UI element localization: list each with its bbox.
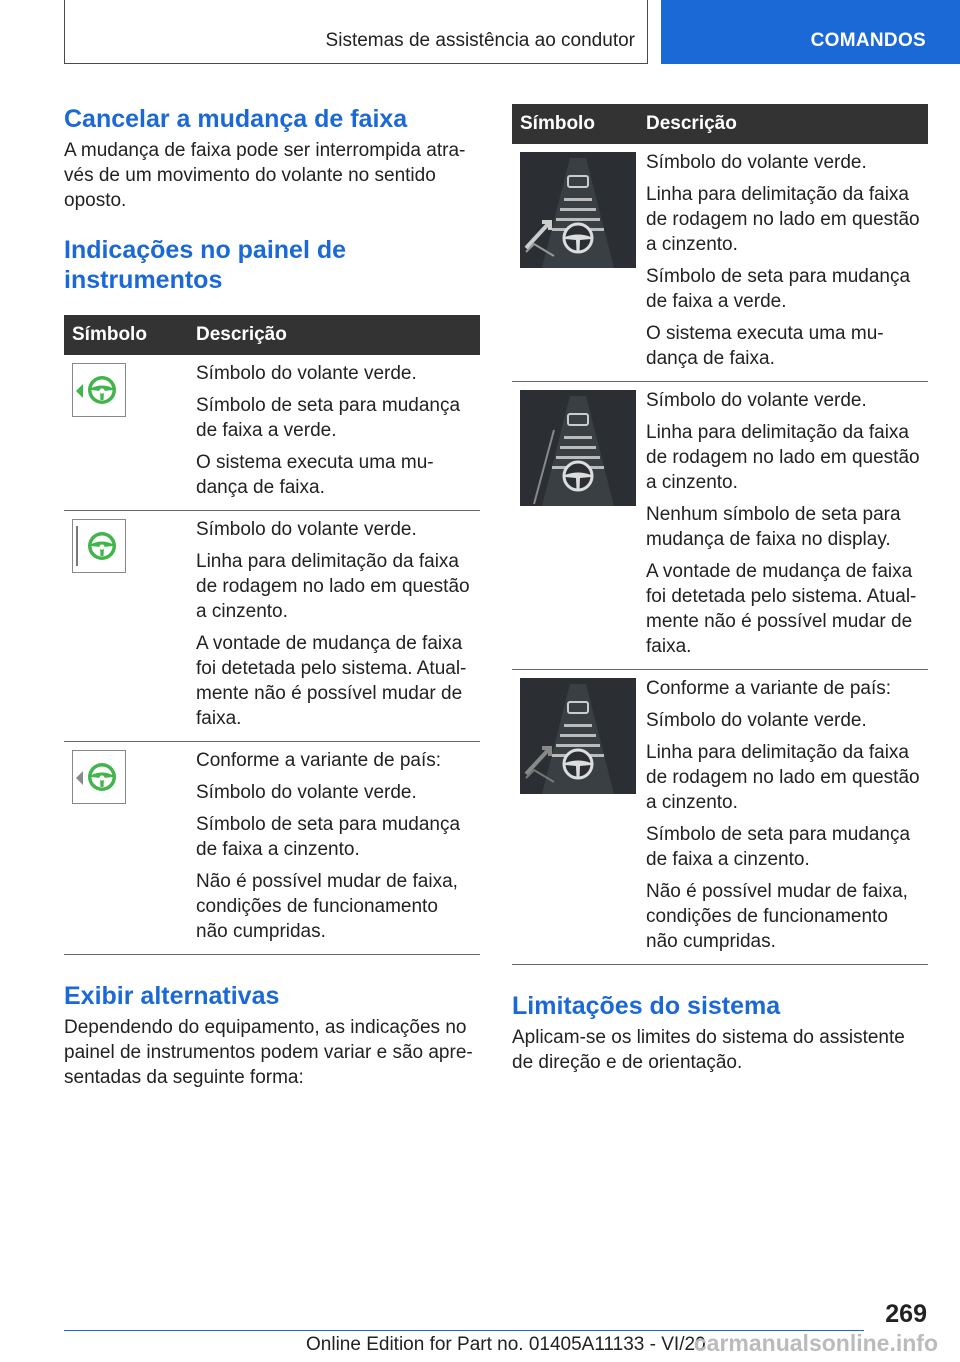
paragraph-cancel-lane-change: A mudança de faixa pode ser interrompida atra-vés de um movimento do volante no sentido oposto. (64, 140, 466, 211)
lane-change-display-arrow-icon (520, 152, 636, 268)
heading-instrument-indications: Indicações no painel de instrumentos (64, 236, 347, 294)
steering-wheel-lane-line-icon (72, 519, 126, 573)
desc-line: O sistema executa uma mu-dança de faixa. (196, 452, 434, 498)
desc-line: A vontade de mudança de faixa foi detetada pelo sistema. Atual-mente não é possível mudar de faixa. (646, 561, 917, 657)
desc-line: Símbolo de seta para mudança de faixa a cinzento. (196, 814, 461, 860)
column-header-symbol: Símbolo (512, 104, 636, 144)
desc-line: Símbolo de seta para mudança de faixa a verde. (196, 395, 461, 441)
column-header-symbol: Símbolo (64, 315, 186, 355)
table-row (512, 144, 928, 382)
lane-change-display-grey-arrow-icon (520, 678, 636, 794)
desc-line: Não é possível mudar de faixa, condições de funcionamento não cumpridas. (646, 881, 908, 952)
chapter-tab[interactable] (661, 0, 960, 64)
desc-line: Símbolo do volante verde. (646, 710, 867, 731)
paragraph-system-limits: Aplicam-se os limites do sistema do assistente de direção e de orientação. (512, 1027, 905, 1073)
heading-system-limits: Limitações do sistema (512, 992, 781, 1020)
desc-line: Símbolo de seta para mudança de faixa a cinzento. (646, 824, 911, 870)
chapter-tab-label: COMANDOS (810, 30, 926, 51)
steering-wheel-grey-arrow-icon (72, 750, 126, 804)
desc-line: O sistema executa uma mu-dança de faixa. (646, 323, 884, 369)
header-section-box (64, 0, 648, 64)
column-header-description: Descrição (636, 104, 928, 144)
desc-line: Símbolo do volante verde. (646, 390, 867, 411)
table-row (64, 511, 480, 742)
desc-line: Símbolo de seta para mudança de faixa a verde. (646, 266, 911, 312)
watermark: carmanualsonline.info (693, 1330, 938, 1356)
desc-line: Símbolo do volante verde. (196, 363, 417, 384)
right-column (512, 104, 928, 1075)
desc-line: A vontade de mudança de faixa foi detetada pelo sistema. Atual-mente não é possível mudar de faixa. (196, 633, 467, 729)
desc-line: Símbolo do volante verde. (646, 152, 867, 173)
left-column (64, 104, 480, 1090)
desc-line: Conforme a variante de país: (196, 750, 442, 771)
heading-cancel-lane-change: Cancelar a mudança de faixa (64, 105, 408, 133)
column-header-description: Descrição (186, 315, 480, 355)
desc-line: Conforme a variante de país: (646, 678, 892, 699)
edition-note: Online Edition for Part no. 01405A11133 - VI/20 (306, 1334, 706, 1355)
table-row (512, 382, 928, 670)
desc-line: Símbolo do volante verde. (196, 519, 417, 540)
paragraph-alternatives: Dependendo do equipamento, as indicações no painel de instrumentos podem variar e são apre-sentadas da seguinte forma: (64, 1017, 473, 1088)
section-title: Sistemas de assistência ao condutor (325, 30, 635, 51)
desc-line: Linha para delimitação da faixa de rodagem no lado em questão a cinzento. (646, 422, 920, 493)
indications-table (64, 315, 480, 955)
desc-line: Linha para delimitação da faixa de rodagem no lado em questão a cinzento. (646, 742, 920, 813)
desc-line: Linha para delimitação da faixa de rodagem no lado em questão a cinzento. (646, 184, 920, 255)
table-row (512, 670, 928, 965)
desc-line: Símbolo do volante verde. (196, 782, 417, 803)
table-row (64, 355, 480, 511)
desc-line: Nenhum símbolo de seta para mudança de faixa no display. (646, 504, 901, 550)
page-number: 269 (885, 1300, 927, 1328)
heading-alternatives: Exibir alternativas (64, 982, 280, 1010)
table-row (64, 742, 480, 955)
alternatives-table (512, 104, 928, 965)
steering-wheel-arrow-icon (72, 363, 126, 417)
desc-line: Linha para delimitação da faixa de rodagem no lado em questão a cinzento. (196, 551, 470, 622)
lane-change-display-no-arrow-icon (520, 390, 636, 506)
desc-line: Não é possível mudar de faixa, condições de funcionamento não cumpridas. (196, 871, 458, 942)
